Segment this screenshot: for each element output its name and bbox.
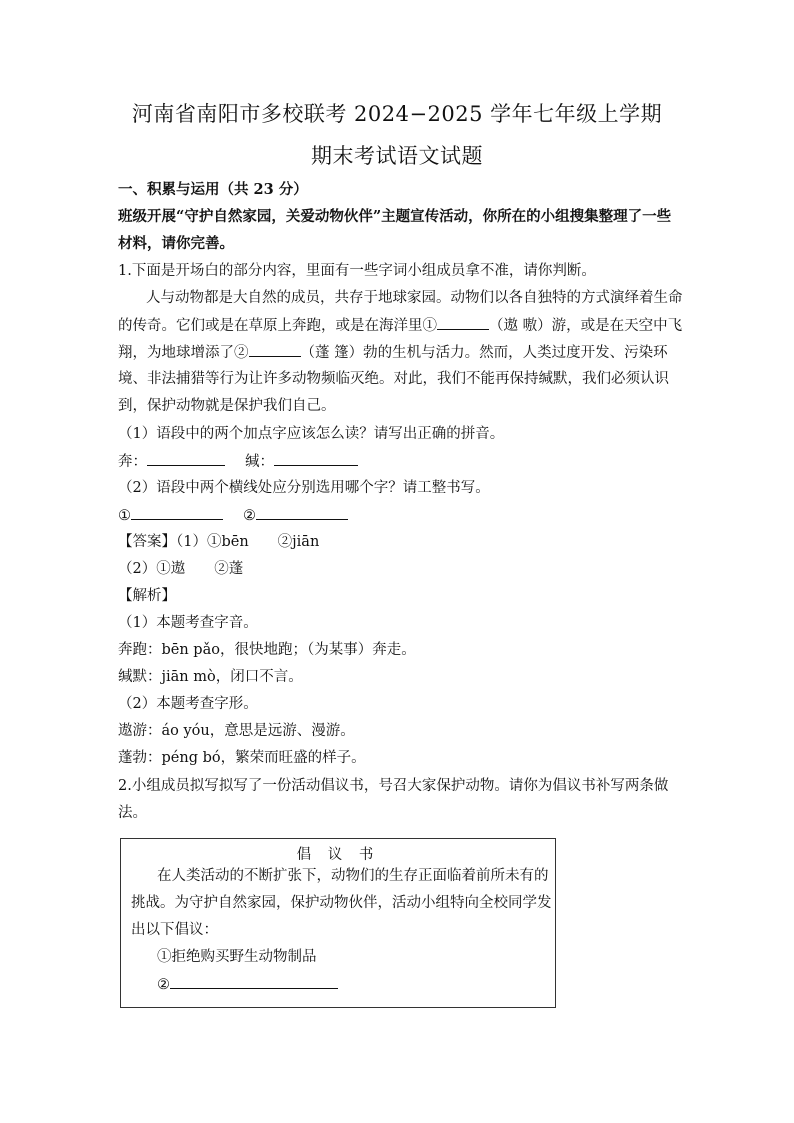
proposal-line3: 出以下倡议：: [131, 922, 218, 938]
char-blank-2[interactable]: [256, 505, 348, 520]
blank-2[interactable]: [249, 342, 301, 357]
passage-line3: [118, 342, 678, 363]
analysis-line2: 奔跑：bēn pǎo，很快地跑；（为某事）奔走。: [118, 642, 416, 658]
section-heading: 一、积累与运用（共 23 分）: [118, 181, 308, 198]
passage-line3-start: 翔，为地球增添了②: [118, 345, 249, 361]
analysis-line3: 缄默：jiān mò，闭口不言。: [118, 669, 303, 685]
proposal-item2-label: ②: [157, 977, 170, 993]
proposal-item1: ①拒绝购买野生动物制品: [157, 949, 317, 965]
sub-question-2: （2）语段中两个横线处应分别选用哪个字？请工整书写。: [118, 480, 490, 496]
char-blank-1[interactable]: [131, 505, 223, 520]
passage-line4: 境、非法捕猎等行为让许多动物频临灭绝。对此，我们不能再保持缄默，我们必须认识: [118, 371, 669, 387]
proposal-line1: 在人类活动的不断扩张下，动物们的生存正面临着前所未有的: [157, 868, 549, 884]
answer-line2: （2）①遨 ②蓬: [118, 561, 244, 577]
pinyin-blank-ben[interactable]: [147, 451, 225, 466]
passage-line2-end: （遨 嗷）游，或是在天空中飞: [489, 318, 683, 334]
analysis-line1: （1）本题考查字音。: [118, 615, 258, 631]
passage-line2: [118, 315, 683, 336]
intro-text-line1: 班级开展“守护自然家园，关爱动物伙伴”主题宣传活动，你所在的小组搜集整理了一些: [118, 208, 672, 225]
exam-title-line1: 河南省南阳市多校联考 2024−2025 学年七年级上学期: [131, 102, 663, 126]
analysis-heading: 【解析】: [118, 588, 176, 604]
pinyin-blank-jian[interactable]: [274, 451, 358, 466]
passage-line5: 到，保护动物就是保护我们自己。: [118, 398, 336, 414]
answer-line1: 【答案】（1）①bēn ②jiān: [118, 534, 320, 550]
proposal-item2-blank[interactable]: [170, 974, 338, 989]
pinyin-label-jian: 缄：: [245, 454, 274, 470]
proposal-title: 倡 议 书: [296, 847, 380, 863]
exam-title-line2: 期末考试语文试题: [311, 144, 483, 168]
question1-prompt: 1.下面是开场白的部分内容，里面有一些字词小组成员拿不准，请你判断。: [118, 263, 596, 279]
passage-line1: 人与动物都是大自然的成员，共存于地球家园。动物们以各自独特的方式演绎着生命: [146, 290, 683, 306]
question2-prompt-line1: 2.小组成员拟写拟写了一份活动倡议书，号召大家保护动物。请你为倡议书补写两条做: [118, 778, 669, 794]
pinyin-answer-row: [118, 451, 678, 472]
analysis-line4: （2）本题考查字形。: [118, 696, 258, 712]
question2-prompt-line2: 法。: [118, 805, 147, 821]
pinyin-label-ben: 奔：: [118, 454, 147, 470]
character-answer-row: [118, 505, 678, 526]
char-label-1: ①: [118, 508, 131, 524]
proposal-box: [120, 838, 556, 1008]
intro-text-line2: 材料，请你完善。: [118, 235, 234, 252]
char-label-2: ②: [243, 508, 256, 524]
analysis-line6: 蓬勃：péng bó，繁荣而旺盛的样子。: [118, 750, 366, 766]
passage-line3-end: （蓬 篷）勃的生机与活力。然而，人类过度开发、污染环: [300, 345, 668, 361]
passage-line2-start: 的传奇。它们或是在草原上奔跑，或是在海洋里①: [118, 318, 437, 334]
analysis-line5: 遨游：áo yóu，意思是远游、漫游。: [118, 723, 355, 739]
proposal-line2: 挑战。为守护自然家园，保护动物伙伴，活动小组特向全校同学发: [131, 895, 552, 911]
sub-question-1: （1）语段中的两个加点字应该怎么读？请写出正确的拼音。: [118, 426, 505, 442]
blank-1[interactable]: [437, 315, 489, 330]
proposal-item2: [157, 974, 577, 995]
